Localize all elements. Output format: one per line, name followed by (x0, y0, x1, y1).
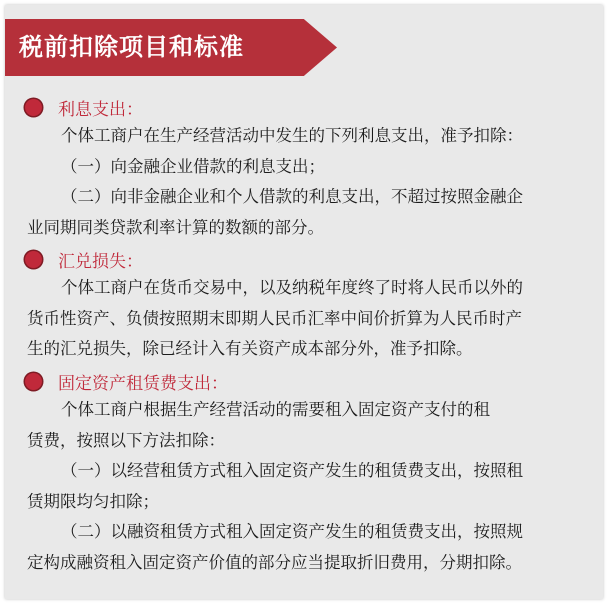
document-card (5, 5, 603, 599)
section-heading-text: 固定资产租赁费支出： (58, 373, 228, 394)
section-heading-text: 利息支出： (58, 99, 143, 120)
body-line: 赁期限均匀扣除； (27, 491, 159, 511)
body-line: 个体工商户在货币交易中，以及纳税年度终了时将人民币以外的 (61, 278, 523, 297)
content-area (5, 5, 603, 599)
section-body-interest (27, 121, 587, 243)
section-body-lease (27, 395, 587, 578)
section-heading-exchange-loss (25, 245, 143, 273)
body-line: （二）向非金融企业和个人借款的利息支出，不超过按照金融企 (61, 187, 523, 206)
bullet-dot-icon (25, 373, 42, 390)
body-line: 业同期同类贷款利率计算的数额的部分。 (27, 217, 324, 237)
page-title: 税前扣除项目和标准 (19, 33, 244, 61)
section-heading-lease (25, 367, 228, 395)
section-body-exchange-loss (27, 273, 587, 365)
body-line: （一）向金融企业借款的利息支出； (61, 156, 325, 176)
body-line: 定构成融资租入固定资产价值的部分应当提取折旧费用，分期扣除。 (27, 552, 522, 572)
section-heading-interest (25, 93, 143, 121)
body-line: 个体工商户在生产经营活动中发生的下列利息支出，准予扣除： (61, 126, 523, 145)
body-line: 货币性资产、负债按照期末即期人民币汇率中间价折算为人民币时产 (27, 308, 522, 328)
body-line: （二）以融资租赁方式租入固定资产发生的租赁费支出，按照规 (61, 522, 523, 541)
section-heading-text: 汇兑损失： (58, 251, 143, 272)
body-line: 个体工商户根据生产经营活动的需要租入固定资产支付的租 (61, 400, 490, 419)
body-line: （一）以经营租赁方式租入固定资产发生的租赁费支出，按照租 (61, 461, 523, 480)
bullet-dot-icon (25, 251, 42, 268)
body-line: 赁费，按照以下方法扣除： (27, 430, 225, 450)
body-line: 生的汇兑损失，除已经计入有关资产成本部分外，准予扣除。 (27, 339, 473, 358)
bullet-dot-icon (25, 99, 42, 116)
